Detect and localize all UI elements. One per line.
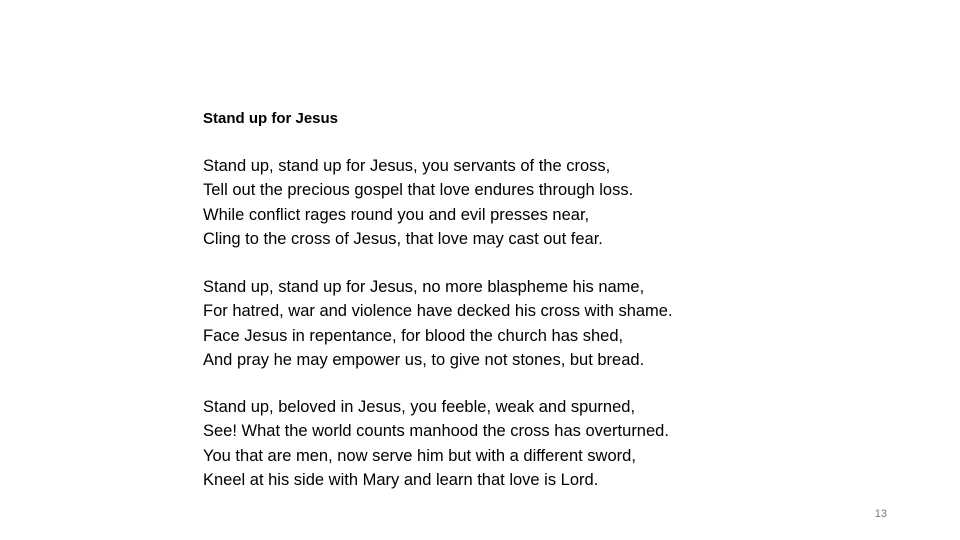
verse-line: For hatred, war and violence have decked his cross with shame. bbox=[203, 302, 673, 321]
verse-line: Cling to the cross of Jesus, that love may cast out fear. bbox=[203, 229, 603, 248]
verse-line: You that are men, now serve him but with a different sword, bbox=[203, 446, 636, 465]
verse-line: And pray he may empower us, to give not stones, but bread. bbox=[203, 350, 645, 369]
verse-line: Tell out the precious gospel that love endures through loss. bbox=[203, 181, 634, 200]
verse-3 bbox=[203, 395, 669, 492]
verse-line: Kneel at his side with Mary and learn that love is Lord. bbox=[203, 470, 599, 489]
verse-line: See! What the world counts manhood the cross has overturned. bbox=[203, 422, 669, 441]
verse-line: Face Jesus in repentance, for blood the church has shed, bbox=[203, 326, 624, 345]
hymn-title: Stand up for Jesus bbox=[203, 110, 339, 127]
verse-2 bbox=[203, 275, 673, 372]
verse-1 bbox=[203, 154, 633, 251]
page-number: 13 bbox=[874, 508, 887, 520]
verse-line: While conflict rages round you and evil presses near, bbox=[203, 205, 590, 224]
verse-line: Stand up, stand up for Jesus, you servants of the cross, bbox=[203, 157, 611, 175]
verse-line: Stand up, beloved in Jesus, you feeble, weak and spurned, bbox=[203, 398, 636, 416]
verse-line: Stand up, stand up for Jesus, no more blaspheme his name, bbox=[203, 278, 645, 296]
